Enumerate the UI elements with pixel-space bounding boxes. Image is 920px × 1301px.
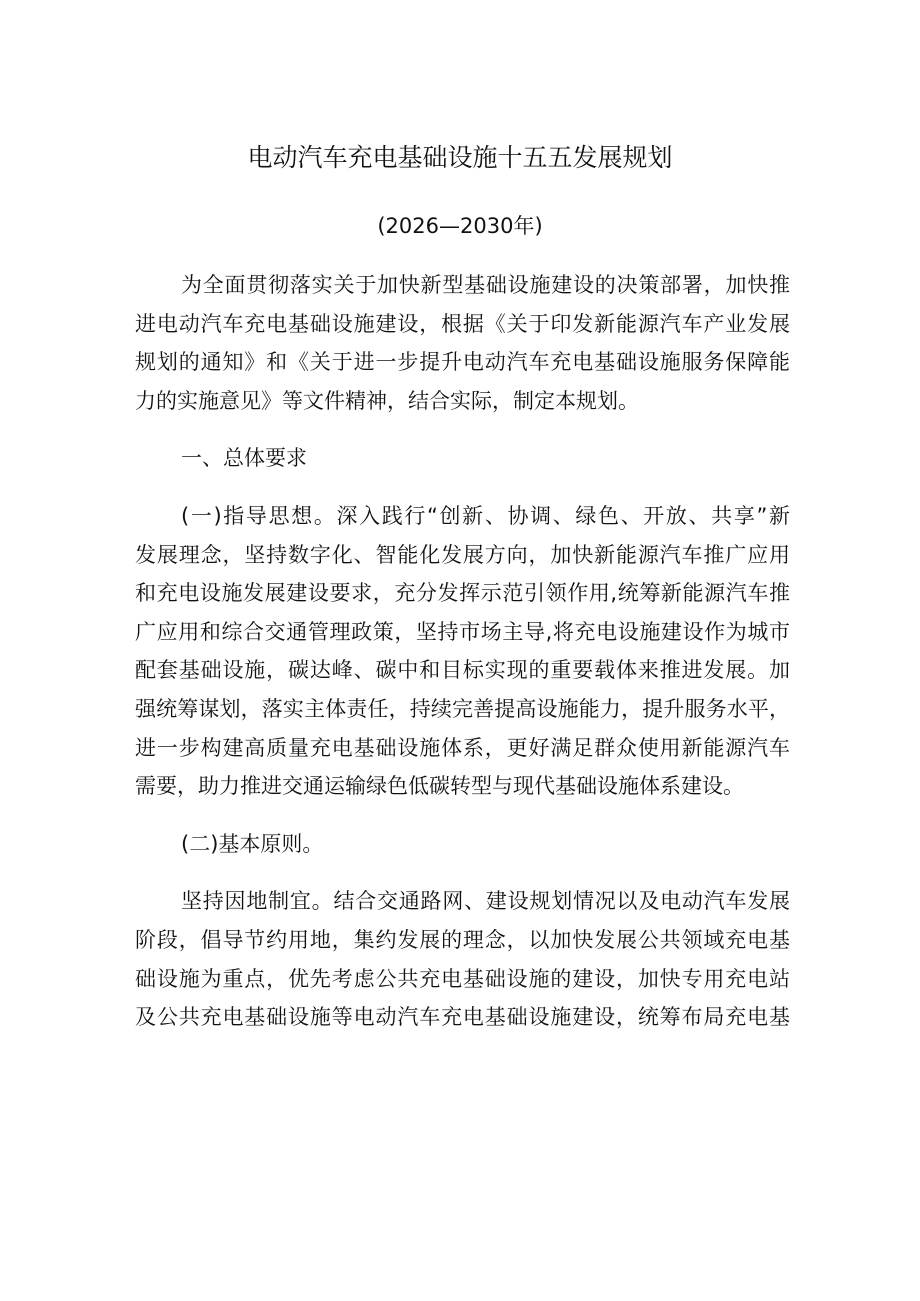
paragraph-line: 规划的通知》和《关于进一步提升电动汽车充电基础设施服务保障能	[135, 350, 790, 375]
paragraph-line: 力的实施意见》等文件精神，结合实际，制定本规划。	[135, 388, 639, 413]
paragraph-line: 为全面贯彻落实关于加快新型基础设施建设的决策部署，加快推	[181, 273, 790, 297]
paragraph-line: 进一步构建高质量充电基础设施体系，更好满足群众使用新能源汽车	[135, 735, 790, 760]
document-title: 电动汽车充电基础设施十五五发展规划	[247, 143, 673, 172]
paragraph-intro	[135, 266, 790, 420]
document-subtitle: (2026—2030年)	[377, 214, 543, 238]
paragraph-line: 需要，助力推进交通运输绿色低碳转型与现代基础设施体系建设。	[135, 774, 744, 799]
paragraph-line: 础设施为重点，优先考虑公共充电基础设施的建设，加快专用充电站	[135, 966, 790, 991]
paragraph-line: 和充电设施发展建设要求，充分发挥示范引领作用,统筹新能源汽车推	[135, 581, 790, 606]
paragraph-guiding-ideology	[135, 497, 790, 806]
paragraph-line: 坚持因地制宜。结合交通路网、建设规划情况以及电动汽车发展	[181, 889, 790, 914]
paragraph-line: 广应用和综合交通管理政策，坚持市场主导,将充电设施建设作为城市	[135, 619, 790, 644]
document-body	[135, 266, 790, 1037]
section-heading: (二)基本原则。	[181, 831, 324, 856]
paragraph-line: 进电动汽车充电基础设施建设，根据《关于印发新能源汽车产业发展	[135, 311, 790, 336]
paragraph-line: 及公共充电基础设施等电动汽车充电基础设施建设，统筹布局充电基	[135, 1005, 790, 1030]
paragraph-line: 配套基础设施，碳达峰、碳中和目标实现的重要载体来推进发展。加	[135, 658, 790, 683]
section-heading-general-requirements	[135, 439, 790, 478]
paragraph-adapt-to-local-conditions	[135, 882, 790, 1036]
section-heading: 一、总体要求	[181, 446, 307, 471]
paragraph-line: (一)指导思想。深入践行“创新、协调、绿色、开放、共享”新	[181, 503, 790, 528]
paragraph-line: 强统筹谋划，落实主体责任，持续完善提高设施能力，提升服务水平，	[135, 696, 790, 721]
paragraph-line: 阶段，倡导节约用地，集约发展的理念，以加快发展公共领域充电基	[135, 927, 790, 952]
paragraph-line: 发展理念，坚持数字化、智能化发展方向，加快新能源汽车推广应用	[135, 542, 790, 567]
section-heading-basic-principles	[135, 825, 790, 864]
